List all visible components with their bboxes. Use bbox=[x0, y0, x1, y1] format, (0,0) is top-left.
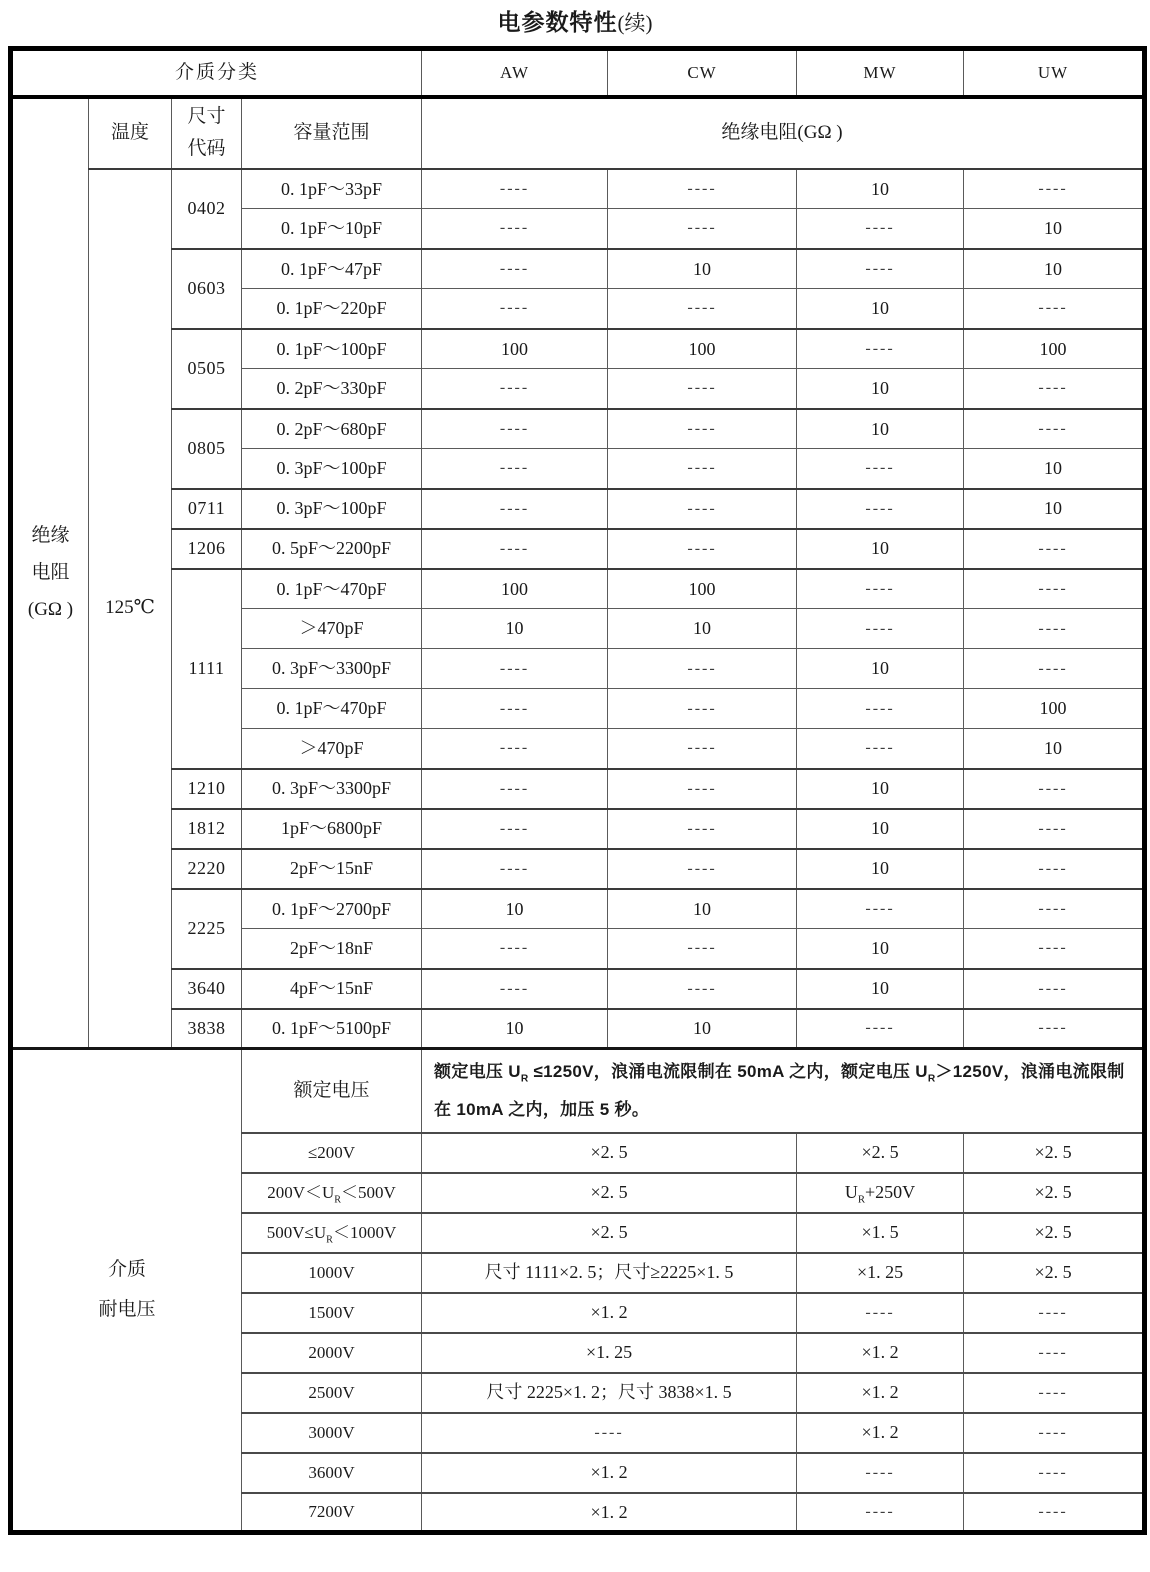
resistance-value-cell: ---- bbox=[422, 929, 608, 969]
capacity-range-cell: 1pF～6800pF bbox=[242, 809, 422, 849]
withstand-mw-cell: ×1. 2 bbox=[797, 1333, 964, 1373]
withstand-aw-cw-cell: ×1. 2 bbox=[422, 1453, 797, 1493]
resistance-value-cell: ---- bbox=[964, 649, 1145, 689]
resistance-value-cell: 10 bbox=[964, 729, 1145, 769]
rated-voltage-note: 额定电压 $U_R \le 1250V$，浪涌电流限制在 50mA 之内，额定电压 $U_R>1250V$，浪涌电流限制在 10mA 之内，加压 5 秒。 bbox=[422, 1049, 1145, 1133]
temperature-header: 温度 bbox=[89, 97, 172, 169]
withstand-mw-cell: ×1. 5 bbox=[797, 1213, 964, 1253]
capacity-range-cell: 0. 1pF～2700pF bbox=[242, 889, 422, 929]
size-code-cell: 3640 bbox=[172, 969, 242, 1009]
resistance-value-cell: ---- bbox=[964, 609, 1145, 649]
resistance-value-cell: 10 bbox=[964, 489, 1145, 529]
resistance-value-cell: 10 bbox=[797, 969, 964, 1009]
resistance-value-cell: ---- bbox=[797, 729, 964, 769]
voltage-grade-cell: 3000V bbox=[242, 1413, 422, 1453]
withstand-mw-cell: $U_R+250V$ bbox=[797, 1173, 964, 1213]
withstand-uw-cell: ×2. 5 bbox=[964, 1213, 1145, 1253]
capacity-range-cell: 0. 1pF～5100pF bbox=[242, 1009, 422, 1049]
withstand-mw-cell: ---- bbox=[797, 1293, 964, 1333]
size-code-cell: 0603 bbox=[172, 249, 242, 329]
capacity-range-cell: 0. 3pF～100pF bbox=[242, 449, 422, 489]
capacity-range-cell: 0. 1pF～220pF bbox=[242, 289, 422, 329]
withstand-uw-cell: ---- bbox=[964, 1453, 1145, 1493]
capacity-range-cell: 0. 2pF～330pF bbox=[242, 369, 422, 409]
voltage-grade-cell: 2500V bbox=[242, 1373, 422, 1413]
voltage-grade-cell: $200V<U_R<500V$ bbox=[242, 1173, 422, 1213]
size-code-cell: 1812 bbox=[172, 809, 242, 849]
resistance-value-cell: ---- bbox=[422, 409, 608, 449]
capacity-range-cell: 0. 2pF～680pF bbox=[242, 409, 422, 449]
resistance-value-cell: ---- bbox=[797, 1009, 964, 1049]
resistance-value-cell: ---- bbox=[422, 849, 608, 889]
size-code-cell: 1111 bbox=[172, 569, 242, 769]
resistance-value-cell: ---- bbox=[608, 369, 797, 409]
resistance-value-cell: 10 bbox=[422, 609, 608, 649]
withstand-uw-cell: ×2. 5 bbox=[964, 1173, 1145, 1213]
size-code-cell: 0505 bbox=[172, 329, 242, 409]
resistance-value-cell: 10 bbox=[797, 409, 964, 449]
resistance-value-cell: ---- bbox=[964, 969, 1145, 1009]
resistance-value-cell: 100 bbox=[608, 329, 797, 369]
size-code-cell: 3838 bbox=[172, 1009, 242, 1049]
withstand-aw-cw-cell: ×1. 2 bbox=[422, 1493, 797, 1533]
withstand-aw-cw-cell: ×1. 25 bbox=[422, 1333, 797, 1373]
resistance-value-cell: ---- bbox=[422, 969, 608, 1009]
capacity-range-cell: 0. 1pF～470pF bbox=[242, 689, 422, 729]
rated-voltage-label: 额定电压 bbox=[242, 1049, 422, 1133]
withstand-uw-cell: ---- bbox=[964, 1413, 1145, 1453]
withstand-aw-cw-cell: ---- bbox=[422, 1413, 797, 1453]
size-code-cell: 0711 bbox=[172, 489, 242, 529]
resistance-value-cell: 10 bbox=[797, 649, 964, 689]
resistance-value-cell: ---- bbox=[422, 529, 608, 569]
capacity-range-cell: 2pF～15nF bbox=[242, 849, 422, 889]
withstand-mw-cell: ×1. 25 bbox=[797, 1253, 964, 1293]
resistance-value-cell: ---- bbox=[422, 369, 608, 409]
withstand-aw-cw-cell: 尺寸 2225×1. 2；尺寸 3838×1. 5 bbox=[422, 1373, 797, 1413]
withstand-mw-cell: ×2. 5 bbox=[797, 1133, 964, 1173]
resistance-value-cell: ---- bbox=[964, 569, 1145, 609]
resistance-value-cell: ---- bbox=[964, 809, 1145, 849]
resistance-value-cell: ---- bbox=[422, 249, 608, 289]
resistance-value-cell: ---- bbox=[797, 329, 964, 369]
voltage-grade-cell: $500V\le U_R<1000V$ bbox=[242, 1213, 422, 1253]
resistance-value-cell: ---- bbox=[422, 489, 608, 529]
withstand-uw-cell: ×2. 5 bbox=[964, 1133, 1145, 1173]
resistance-value-cell: 100 bbox=[608, 569, 797, 609]
capacity-range-header: 容量范围 bbox=[242, 97, 422, 169]
resistance-value-cell: ---- bbox=[797, 249, 964, 289]
withstand-uw-cell: ---- bbox=[964, 1293, 1145, 1333]
resistance-value-cell: ---- bbox=[422, 289, 608, 329]
resistance-value-cell: ---- bbox=[422, 689, 608, 729]
dielectric-column-header: UW bbox=[964, 49, 1145, 97]
resistance-value-cell: ---- bbox=[797, 689, 964, 729]
resistance-value-cell: 10 bbox=[797, 929, 964, 969]
capacity-range-cell: 0. 3pF～3300pF bbox=[242, 769, 422, 809]
resistance-value-cell: ---- bbox=[608, 649, 797, 689]
resistance-value-cell: 10 bbox=[422, 1009, 608, 1049]
withstand-aw-cw-cell: ×2. 5 bbox=[422, 1133, 797, 1173]
page-title-suffix: (续) bbox=[617, 11, 653, 35]
withstand-uw-cell: ×2. 5 bbox=[964, 1253, 1145, 1293]
resistance-value-cell: ---- bbox=[422, 729, 608, 769]
resistance-value-cell: 10 bbox=[608, 889, 797, 929]
resistance-value-cell: ---- bbox=[964, 289, 1145, 329]
withstand-aw-cw-cell: ×2. 5 bbox=[422, 1173, 797, 1213]
resistance-value-cell: ---- bbox=[422, 769, 608, 809]
resistance-value-cell: ---- bbox=[964, 849, 1145, 889]
size-code-cell: 2220 bbox=[172, 849, 242, 889]
withstand-aw-cw-cell: ×2. 5 bbox=[422, 1213, 797, 1253]
insulation-resistance-header: 绝缘电阻(GΩ ) bbox=[422, 97, 1145, 169]
resistance-value-cell: 100 bbox=[422, 329, 608, 369]
voltage-grade-cell: 3600V bbox=[242, 1453, 422, 1493]
resistance-value-cell: 10 bbox=[797, 809, 964, 849]
capacity-range-cell: ＞470pF bbox=[242, 729, 422, 769]
capacity-range-cell: 0. 1pF～100pF bbox=[242, 329, 422, 369]
capacity-range-cell: 0. 1pF～470pF bbox=[242, 569, 422, 609]
voltage-grade-cell: 2000V bbox=[242, 1333, 422, 1373]
capacity-range-cell: 0. 1pF～33pF bbox=[242, 169, 422, 209]
resistance-value-cell: ---- bbox=[964, 169, 1145, 209]
resistance-value-cell: 100 bbox=[964, 689, 1145, 729]
withstand-mw-cell: ×1. 2 bbox=[797, 1373, 964, 1413]
resistance-value-cell: ---- bbox=[797, 209, 964, 249]
resistance-value-cell: ---- bbox=[964, 929, 1145, 969]
resistance-value-cell: ---- bbox=[422, 449, 608, 489]
resistance-value-cell: 10 bbox=[797, 369, 964, 409]
withstand-uw-cell: ---- bbox=[964, 1493, 1145, 1533]
resistance-value-cell: 10 bbox=[964, 449, 1145, 489]
size-code-cell: 0805 bbox=[172, 409, 242, 489]
capacity-range-cell: 0. 1pF～10pF bbox=[242, 209, 422, 249]
dielectric-class-header: 介质分类 bbox=[11, 49, 422, 97]
resistance-value-cell: ---- bbox=[797, 889, 964, 929]
size-code-cell: 1206 bbox=[172, 529, 242, 569]
voltage-grade-cell: 1500V bbox=[242, 1293, 422, 1333]
withstand-voltage-side-label: 介质 耐电压 bbox=[11, 1049, 242, 1533]
capacity-range-cell: 0. 3pF～3300pF bbox=[242, 649, 422, 689]
resistance-value-cell: ---- bbox=[797, 489, 964, 529]
resistance-value-cell: 100 bbox=[964, 329, 1145, 369]
resistance-value-cell: 10 bbox=[964, 249, 1145, 289]
temperature-value: 125℃ bbox=[89, 169, 172, 1049]
size-code-header: 尺寸 代码 bbox=[172, 97, 242, 169]
resistance-value-cell: 100 bbox=[422, 569, 608, 609]
resistance-value-cell: ---- bbox=[608, 689, 797, 729]
withstand-mw-cell: ×1. 2 bbox=[797, 1413, 964, 1453]
size-code-cell: 1210 bbox=[172, 769, 242, 809]
dielectric-column-header: AW bbox=[422, 49, 608, 97]
resistance-value-cell: ---- bbox=[964, 369, 1145, 409]
withstand-uw-cell: ---- bbox=[964, 1333, 1145, 1373]
resistance-value-cell: ---- bbox=[608, 769, 797, 809]
voltage-grade-cell: 1000V bbox=[242, 1253, 422, 1293]
resistance-value-cell: 10 bbox=[797, 169, 964, 209]
capacity-range-cell: ＞470pF bbox=[242, 609, 422, 649]
capacity-range-cell: 0. 5pF～2200pF bbox=[242, 529, 422, 569]
resistance-value-cell: 10 bbox=[797, 769, 964, 809]
resistance-value-cell: ---- bbox=[422, 649, 608, 689]
capacity-range-cell: 4pF～15nF bbox=[242, 969, 422, 1009]
resistance-value-cell: 10 bbox=[964, 209, 1145, 249]
resistance-value-cell: 10 bbox=[797, 529, 964, 569]
resistance-value-cell: 10 bbox=[608, 609, 797, 649]
capacity-range-cell: 0. 3pF～100pF bbox=[242, 489, 422, 529]
resistance-value-cell: ---- bbox=[964, 1009, 1145, 1049]
resistance-value-cell: ---- bbox=[964, 889, 1145, 929]
dielectric-column-header: MW bbox=[797, 49, 964, 97]
resistance-value-cell: ---- bbox=[608, 969, 797, 1009]
voltage-grade-cell: ≤200V bbox=[242, 1133, 422, 1173]
dielectric-column-header: CW bbox=[608, 49, 797, 97]
withstand-mw-cell: ---- bbox=[797, 1453, 964, 1493]
size-code-cell: 2225 bbox=[172, 889, 242, 969]
resistance-value-cell: ---- bbox=[608, 489, 797, 529]
resistance-value-cell: ---- bbox=[608, 849, 797, 889]
voltage-grade-cell: 7200V bbox=[242, 1493, 422, 1533]
resistance-value-cell: ---- bbox=[608, 209, 797, 249]
resistance-value-cell: ---- bbox=[422, 809, 608, 849]
resistance-value-cell: ---- bbox=[608, 289, 797, 329]
withstand-aw-cw-cell: 尺寸 1111×2. 5；尺寸≥2225×1. 5 bbox=[422, 1253, 797, 1293]
resistance-value-cell: ---- bbox=[608, 529, 797, 569]
resistance-value-cell: ---- bbox=[608, 169, 797, 209]
resistance-value-cell: ---- bbox=[608, 929, 797, 969]
resistance-value-cell: ---- bbox=[797, 569, 964, 609]
withstand-aw-cw-cell: ×1. 2 bbox=[422, 1293, 797, 1333]
resistance-value-cell: 10 bbox=[797, 289, 964, 329]
resistance-value-cell: ---- bbox=[608, 809, 797, 849]
page-title bbox=[0, 0, 1150, 46]
withstand-uw-cell: ---- bbox=[964, 1373, 1145, 1413]
page-title-main: 电参数特性 bbox=[497, 9, 618, 35]
resistance-value-cell: 10 bbox=[422, 889, 608, 929]
resistance-value-cell: ---- bbox=[797, 449, 964, 489]
resistance-value-cell: 10 bbox=[797, 849, 964, 889]
withstand-mw-cell: ---- bbox=[797, 1493, 964, 1533]
resistance-value-cell: ---- bbox=[422, 209, 608, 249]
resistance-value-cell: ---- bbox=[964, 769, 1145, 809]
resistance-value-cell: ---- bbox=[608, 729, 797, 769]
electrical-parameters-table bbox=[8, 46, 1147, 1535]
resistance-value-cell: ---- bbox=[608, 409, 797, 449]
insulation-resistance-side-label: 绝缘 电阻 (GΩ ) bbox=[11, 97, 89, 1049]
resistance-value-cell: 10 bbox=[608, 1009, 797, 1049]
resistance-value-cell: 10 bbox=[608, 249, 797, 289]
capacity-range-cell: 0. 1pF～47pF bbox=[242, 249, 422, 289]
resistance-value-cell: ---- bbox=[608, 449, 797, 489]
resistance-value-cell: ---- bbox=[964, 409, 1145, 449]
capacity-range-cell: 2pF～18nF bbox=[242, 929, 422, 969]
resistance-value-cell: ---- bbox=[797, 609, 964, 649]
size-code-cell: 0402 bbox=[172, 169, 242, 249]
resistance-value-cell: ---- bbox=[964, 529, 1145, 569]
resistance-value-cell: ---- bbox=[422, 169, 608, 209]
